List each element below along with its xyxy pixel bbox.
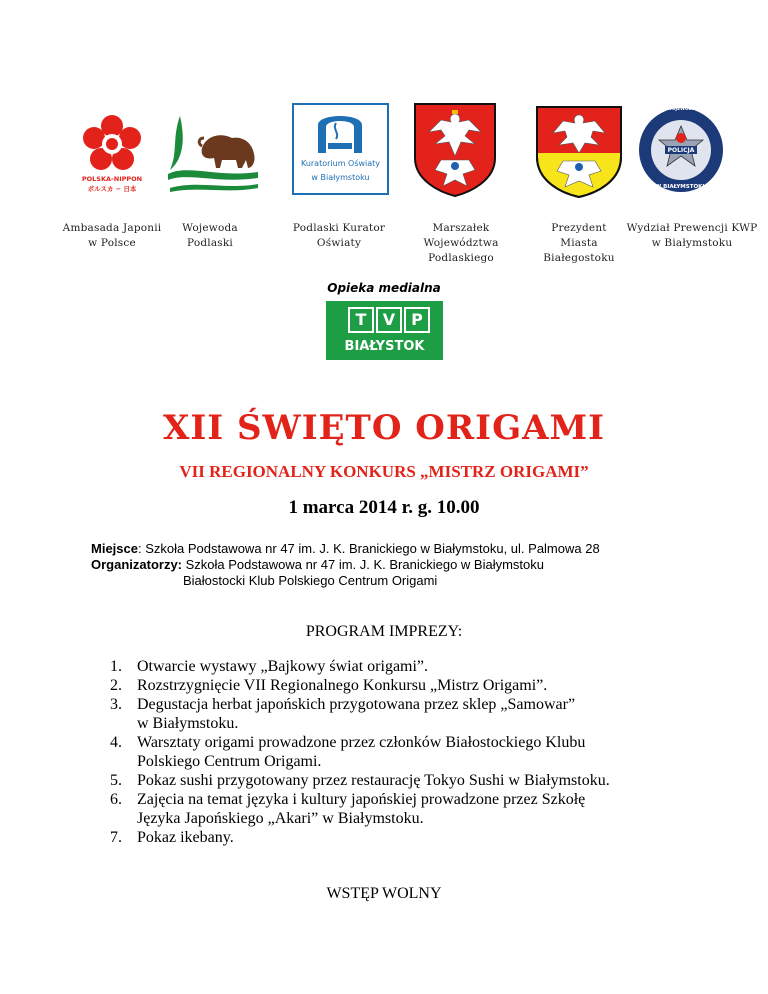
tvp-bialystok-logo (326, 301, 443, 360)
organizers-text-1: Szkoła Podstawowa nr 47 im. J. K. Branickiego w Białymstoku (182, 557, 544, 572)
police-badge-text-mid: POLICJA (667, 147, 695, 154)
program-item-text: Zajęcia na temat języka i kultury japońskiej prowadzone przez Szkołę (137, 791, 586, 808)
program-heading: PROGRAM IMPREZY: (305, 623, 463, 640)
caption-line: Wojewoda (182, 222, 238, 234)
police-badge-text-bottom: W BIAŁYMSTOKU (655, 184, 707, 190)
organizers-label: Organizatorzy: (91, 557, 183, 572)
place-line (91, 541, 600, 557)
program-item-number: 2. (110, 677, 122, 694)
caption-line: Podlaski Kurator (292, 222, 386, 234)
tvp-letter: V (376, 307, 402, 333)
program-item-number: 6. (110, 791, 122, 808)
program-item-number: 5. (110, 772, 122, 789)
kuratorium-text-1: Kuratorium Oświaty (300, 159, 381, 168)
police-badge-text-top: KOMENDA WOJEWÓDZKA POLICJI (641, 107, 721, 112)
podlaskie-coat-of-arms-icon (411, 100, 499, 198)
polska-nippon-logo-icon (72, 112, 152, 174)
caption-line: Oświaty (316, 237, 362, 249)
program-item-number: 1. (110, 658, 122, 675)
program-item-text: Otwarcie wystawy „Bajkowy świat origami”. (137, 658, 429, 675)
kuratorium-logo (292, 103, 389, 195)
caption-line: Marszałek (432, 222, 490, 234)
event-title: XII ŚWIĘTO ORIGAMI (162, 408, 606, 448)
tvp-city: BIAŁYSTOK (344, 339, 425, 354)
program-item-text: Rozstrzygnięcie VII Regionalnego Konkursu „Mistrz Origami”. (137, 677, 548, 694)
caption-line: w Polsce (88, 237, 136, 249)
media-patronage-heading: Opieka medialna (327, 281, 441, 295)
organizers-line-2: Białostocki Klub Polskiego Centrum Origami (183, 573, 438, 588)
caption-line: Ambasada Japonii (62, 222, 162, 234)
caption-line: w Białymstoku (651, 237, 733, 249)
tvp-letter: P (404, 307, 430, 333)
caption-policja (622, 221, 762, 251)
program-item (110, 790, 710, 828)
caption-ambasada (58, 221, 166, 251)
kuratorium-text-2: w Białymstoku (311, 173, 370, 182)
free-entry-notice: WSTĘP WOLNY (326, 885, 442, 902)
program-item-text-cont: Języka Japońskiego „Akari” w Białymstoku. (137, 810, 424, 827)
caption-line: Wydział Prewencji KWP (626, 222, 758, 234)
podlaskie-coat-logo (411, 100, 499, 198)
police-badge-logo (637, 104, 725, 196)
program-item (110, 828, 710, 847)
program-item-number: 7. (110, 829, 122, 846)
bialystok-coat-of-arms-icon (533, 103, 625, 199)
program-list (110, 657, 710, 847)
polska-nippon-text-jp: ポルスカ − 日本 (87, 185, 137, 193)
program-item-text: Degustacja herbat japońskich przygotowana przez sklep „Samowar” (137, 696, 576, 713)
program-item-number: 3. (110, 696, 122, 713)
polska-nippon-logo (72, 112, 152, 196)
caption-wojewoda (176, 221, 244, 251)
program-item-number: 4. (110, 734, 122, 751)
place-label: Miejsce (91, 541, 138, 556)
event-info (91, 541, 600, 589)
bison-logo-icon (158, 108, 262, 194)
polska-nippon-text: POLSKA-NIPPON (81, 175, 143, 183)
program-item (110, 676, 710, 695)
caption-line: Prezydent Miasta (551, 222, 607, 249)
program-item (110, 657, 710, 676)
event-subtitle: VII REGIONALNY KONKURS „MISTRZ ORIGAMI” (179, 462, 589, 481)
program-item (110, 771, 710, 790)
program-item-text-cont: Polskiego Centrum Origami. (137, 753, 322, 770)
tvp-letters (348, 307, 430, 333)
program-item-text-cont: w Białymstoku. (137, 715, 239, 732)
wojewoda-logo (158, 108, 262, 194)
program-item (110, 695, 710, 733)
organizers-line (91, 557, 600, 573)
place-text: : Szkoła Podstawowa nr 47 im. J. K. Branickiego w Białymstoku, ul. Palmowa 28 (137, 541, 600, 556)
caption-marszalek (389, 221, 533, 266)
program-item-text: Pokaz sushi przygotowany przez restaurację Tokyo Sushi w Białymstoku. (137, 772, 610, 789)
caption-kurator (288, 221, 390, 251)
caption-line: Podlaski (186, 237, 233, 249)
bialystok-coat-logo (533, 103, 625, 199)
program-item-text: Warsztaty origami prowadzone przez członków Białostockiego Klubu (137, 734, 586, 751)
caption-prezydent (531, 221, 627, 266)
caption-line: Województwa Podlaskiego (423, 237, 499, 264)
caption-line: Białegostoku (543, 252, 615, 264)
tvp-letter: T (348, 307, 374, 333)
program-item (110, 733, 710, 771)
program-item-text: Pokaz ikebany. (137, 829, 234, 846)
event-date: 1 marca 2014 r. g. 10.00 (288, 497, 480, 518)
